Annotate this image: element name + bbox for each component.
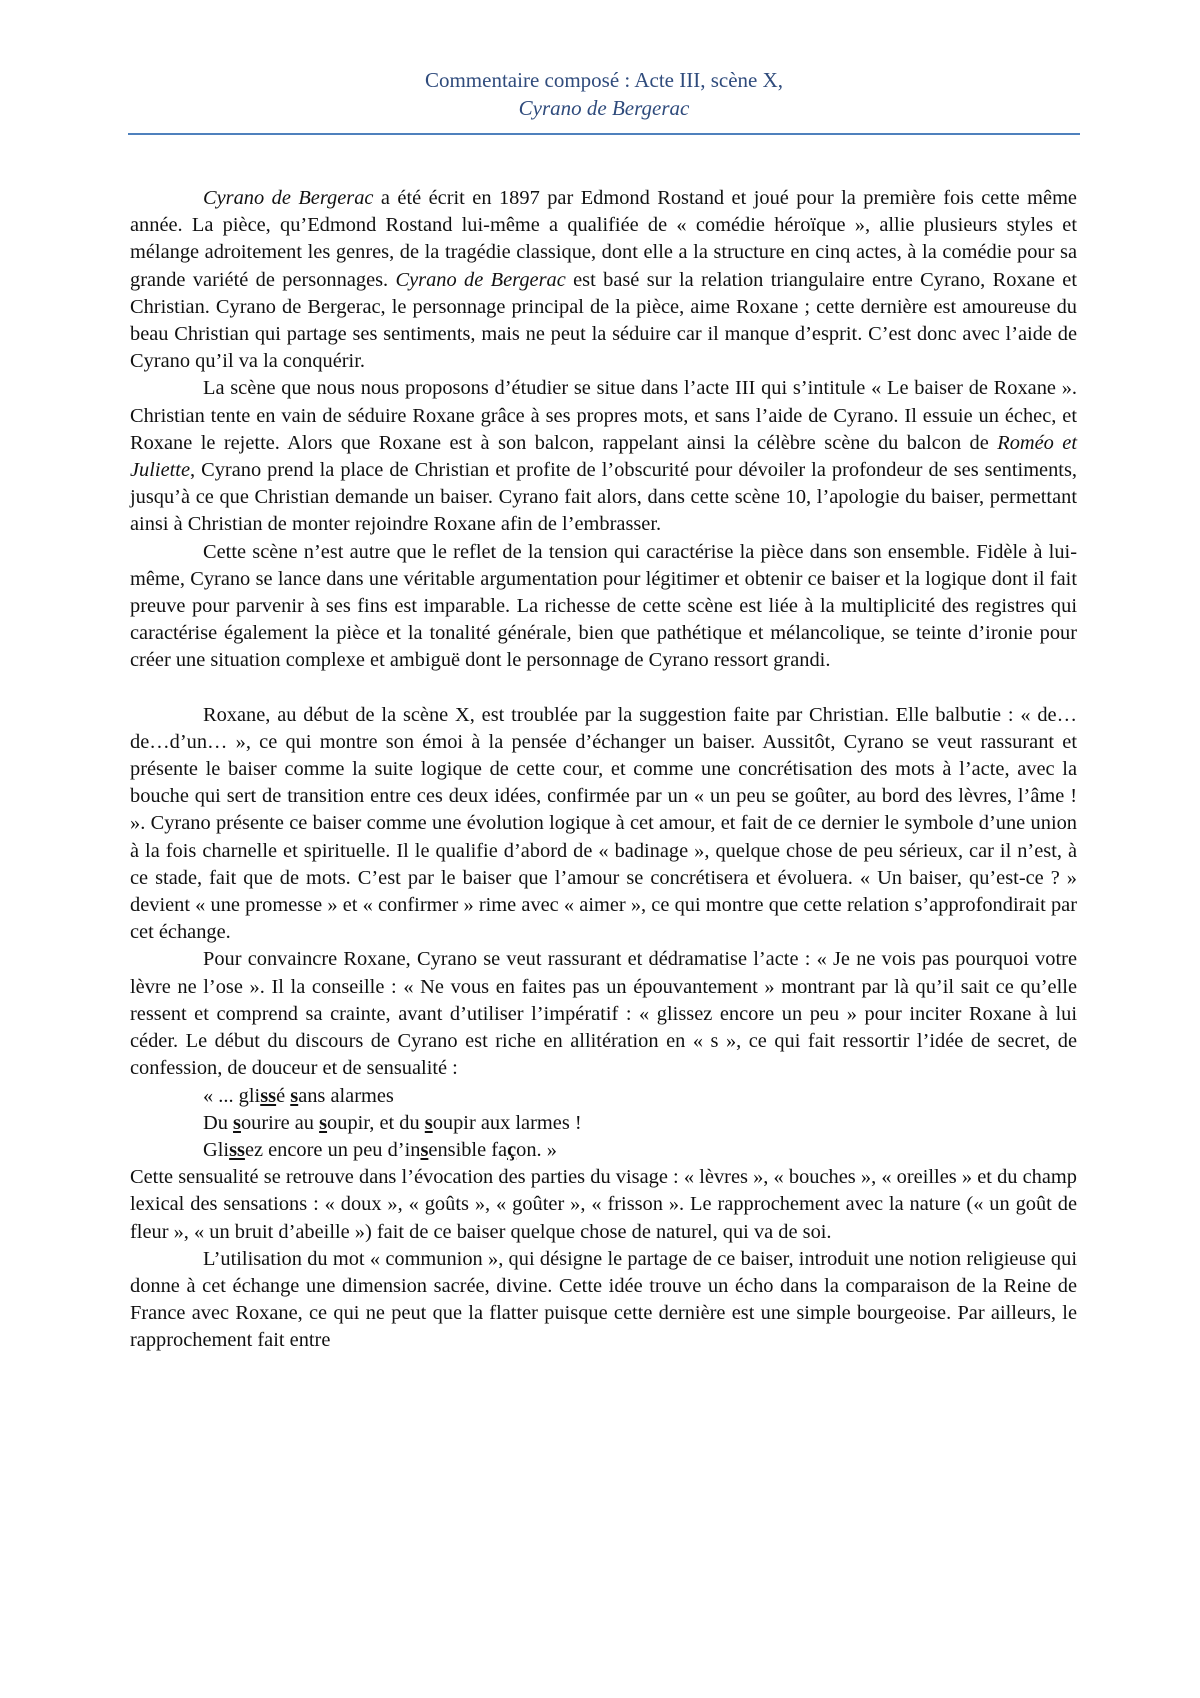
quoted-verse-line (130, 1137, 1077, 1164)
paragraph-intro-2 (130, 375, 1077, 538)
verse-text: Gli (203, 1138, 230, 1161)
header-rule (128, 133, 1080, 135)
work-title: Cyrano de Bergerac (395, 268, 566, 291)
alliteration-mark: s (233, 1111, 241, 1134)
work-title: Roméo et Juliette (130, 431, 1077, 482)
text-run: La scène que nous nous proposons d’étudier se situe dans l’acte III qui s’intitule « Le baiser de Roxane ». Christian tente en vain de séduire Roxane grâce à ses propres mots, et sans l’aide de Cyrano. Il essuie un échec, et Roxane le rejette. Alors que Roxane est à son balcon, rappelant ainsi la célèbre scène du balcon de (130, 377, 1077, 454)
text-run: est basé sur la relation triangulaire entre Cyrano, Roxane et Christian. Cyrano de Bergerac, le personnage principal de la pièce, aime Roxane ; cette dernière est amoureuse du beau Christian qui partage ses sentiments, mais ne peut la séduire car il manque d’esprit. C’est donc avec l’aide de Cyrano qu’il va la conquérir. (130, 268, 1077, 373)
alliteration-mark: s (424, 1111, 433, 1134)
paragraph-intro-1 (130, 185, 1077, 375)
quoted-verse-line (130, 1110, 1077, 1137)
header-title-line2: Cyrano de Bergerac (518, 96, 690, 120)
verse-text: oupir, et du (327, 1111, 425, 1134)
paragraph-analysis-2: Pour convaincre Roxane, Cyrano se veut rassurant et dédramatise l’acte : « Je ne vois pas pourquoi votre lèvre ne l’ose ». Il la conseille : « Ne vous en faites pas un épouvantement » montrant par là qu’il sait ce qu’elle ressent et comprend sa crainte, avant d’utiliser l’impératif : « glissez encore un peu » pour inciter Roxane à lui céder. Le début du discours de Cyrano est riche en allitération en « s », ce qui fait ressortir l’idée de secret, de confession, de douceur et de sensualité : (130, 948, 1077, 1080)
work-title: Cyrano de Bergerac (203, 187, 374, 209)
text-run: a été écrit en 1897 par Edmond Rostand et joué pour la première fois cette même année. La pièce, qu’Edmond Rostand lui-même a qualifiée de « comédie héroïque », allie plusieurs styles et mélange adroitement les genres, de la tragédie classique, dont elle a la structure en cinq actes, à la comédie pour sa grande variété de personnages. (130, 187, 1077, 291)
alliteration-mark: ss (229, 1138, 245, 1161)
alliteration-mark: s (420, 1138, 429, 1161)
header-title-line1: Commentaire composé : Acte III, scène X, (424, 68, 784, 92)
text-run: , Cyrano prend la place de Christian et profite de l’obscurité pour dévoiler la profondeur de ses sentiments, jusqu’à ce que Christian demande un baiser. Cyrano fait alors, dans cette scène 10, l’apologie du baiser, permettant ainsi à Christian de monter rejoindre Roxane afin de l’embrasser. (130, 459, 1077, 536)
paragraph-analysis-4: L’utilisation du mot « communion », qui désigne le partage de ce baiser, introduit une notion religieuse qui donne à cet échange une dimension sacrée, divine. Cette idée trouve un écho dans la comparaison de la Reine de France avec Roxane, ce qui ne peut que la flatter puisque cette dernière est une simple bourgeoise. Par ailleurs, le rapprochement fait entre (130, 1247, 1077, 1352)
paragraph-gap (130, 675, 1077, 702)
paragraph-intro-3: Cette scène n’est autre que le reflet de la tension qui caractérise la pièce dans son ensemble. Fidèle à lui-même, Cyrano se lance dans une véritable argumentation pour légitimer et obtenir ce baiser et la logique dont il fait preuve pour parvenir à ses fins est imparable. La richesse de cette scène est liée à la multiplicité des registres qui caractérise également la pièce et la tonalité générale, bien que pathétique et mélancolique, se teinte d’ironie pour créer une situation complexe et ambiguë dont le personnage de Cyrano ressort grandi. (130, 540, 1077, 672)
document-body (130, 185, 1077, 1355)
verse-text: Du (203, 1111, 234, 1134)
paragraph-analysis-1: Roxane, au début de la scène X, est troublée par la suggestion faite par Christian. Elle balbutie : « de…de…d’un… », ce qui montre son émoi à la pensée d’échanger un baiser. Aussitôt, Cyrano se veut rassurant et présente le baiser comme la suite logique de cette cour, et comme une concrétisation des mots à l’acte, avec la bouche qui sert de transition entre ces deux idées, confirmée par un « un peu se goûter, au bord des lèvres, l’âme ! ». Cyrano présente ce baiser comme une évolution logique à cet amour, et fait de ce dernier le symbole d’une union à la fois charnelle et spirituelle. Il le qualifie d’abord de « badinage », quelque chose de peu sérieux, car il n’est, à ce stade, fait que de mots. C’est par le baiser que l’amour se concrétisera et évoluera. « Un baiser, qu’est-ce ? » devient « une promesse » et « confirmer » rime avec « aimer », ce qui montre que cette relation s’approfondirait par cet échange. (130, 703, 1077, 944)
verse-text: on. » (516, 1138, 557, 1161)
alliteration-mark: s (290, 1084, 299, 1107)
alliteration-mark: ç (507, 1138, 517, 1161)
verse-text: oupir aux larmes ! (432, 1111, 582, 1134)
paragraph-analysis-3: Cette sensualité se retrouve dans l’évocation des parties du visage : « lèvres », « bouches », « oreilles » et du champ lexical des sensations : « doux », « goûts », « goûter », « frisson ». Le rapprochement avec la nature (« un goût de fleur », « un bruit d’abeille ») fait de ce baiser quelque chose de naturel, qui va de soi. (130, 1166, 1077, 1243)
verse-text: ez encore un peu d’in (244, 1138, 421, 1161)
verse-text: ans alarmes (298, 1084, 394, 1107)
document-header (128, 66, 1080, 122)
verse-text: « ... gli (203, 1084, 261, 1107)
verse-text: é (276, 1084, 291, 1107)
quoted-verse-line (130, 1083, 1077, 1110)
verse-text: ensible fa (428, 1138, 508, 1161)
verse-text: ourire au (240, 1111, 320, 1134)
alliteration-mark: s (319, 1111, 328, 1134)
alliteration-mark: ss (260, 1084, 277, 1107)
